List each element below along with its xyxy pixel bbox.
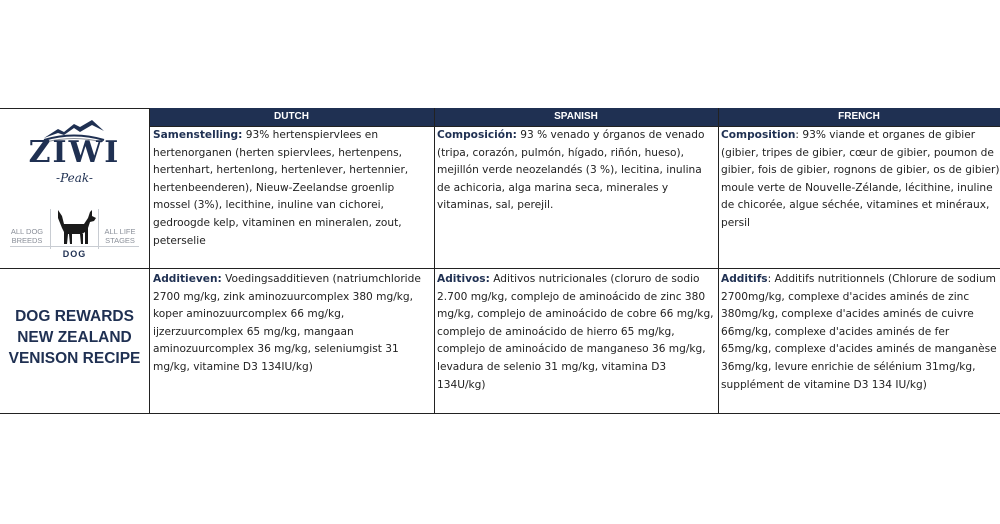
- composition-label: Composición:: [437, 129, 517, 141]
- additives-cell-spanish: [437, 271, 717, 394]
- all-life-stages-line-1: ALL LIFE: [104, 227, 136, 236]
- composition-text: : 93% viande et organes de gibier (gibier, tripes de gibier, cœur de gibier, poumon de gibier, fois de gibier, rognons de gibier, os de gibier) moule verte de Nouvelle-Zélande, lécithine, inuline de chicorée, algue séchée, vitamines et minéraux, persil: [721, 129, 1000, 229]
- column-header-french: FRENCH: [838, 111, 880, 122]
- all-dog-breeds-note: [4, 227, 50, 245]
- additives-cell-french: [721, 271, 1000, 394]
- all-dog-breeds-line-2: BREEDS: [11, 236, 43, 245]
- composition-label: Composition: [721, 129, 796, 141]
- product-title-line-1: DOG REWARDS: [15, 308, 134, 325]
- species-label: DOG: [62, 249, 87, 259]
- all-dog-breeds-line-1: ALL DOG: [10, 227, 44, 236]
- product-title: [0, 306, 149, 369]
- divider-left: [50, 209, 51, 249]
- all-life-stages-note: [97, 227, 143, 245]
- composition-cell-french: [721, 127, 1000, 233]
- dog-silhouette-icon: [52, 206, 98, 248]
- column-header-spanish: SPANISH: [554, 111, 598, 122]
- divider-right: [98, 209, 99, 249]
- additives-label: Additieven:: [153, 273, 222, 285]
- composition-cell-dutch: [153, 127, 433, 250]
- additives-label: Aditivos:: [437, 273, 490, 285]
- column-divider-3: [718, 108, 719, 414]
- dog-label-rule: [10, 246, 139, 247]
- product-title-line-2: NEW ZEALAND: [17, 329, 132, 346]
- composition-label: Samenstelling:: [153, 129, 243, 141]
- brand-name: ZIWI: [28, 135, 121, 170]
- column-divider-2: [434, 108, 435, 414]
- brand-tagline: -Peak-: [56, 171, 93, 185]
- additives-text: : Additifs nutritionnels (Chlorure de sodium 2700mg/kg, complexe d'acides aminés de zinc 380mg/kg, complexe d'acides aminés de cuivre 66mg/kg, complexe d'acides aminés de fer 65mg/kg, complexe d'acides aminés de manganèse 36mg/kg, levure enrichie de sélénium 31mg/kg, supplément de vitamine D3 134 IU/kg): [721, 273, 997, 391]
- column-header-dutch: DUTCH: [274, 111, 309, 122]
- row-divider: [0, 268, 1000, 269]
- additives-label: Additifs: [721, 273, 768, 285]
- additives-cell-dutch: [153, 271, 433, 377]
- column-divider-1: [149, 108, 150, 414]
- additives-text: Voedingsadditieven (natriumchloride 2700 mg/kg, zink aminozuurcomplex 380 mg/kg, koper aminozuurcomplex 66 mg/kg, ijzerzuurcomplex 65 mg/kg, mangaan aminozuurcomplex 36 mg/kg, seleniumgist 31 mg/kg, vitamine D3 134IU/kg): [153, 273, 421, 373]
- composition-text: 93% hertenspiervlees en hertenorganen (herten spiervlees, hertenpens, hertenhart, hertenlong, hertenlever, hertennier, hertenbeenderen), Nieuw-Zeelandse groenlip mossel (3%), lecithine, inuline van cichorei, gedroogde kelp, vitaminen en mineralen, zout, peterselie: [153, 129, 409, 247]
- composition-text: 93 % venado y órganos de venado (tripa, corazón, pulmón, hígado, riñón, hueso), mejillón verde neozelandés (3 %), lecitina, inulina de achicoria, alga marina seca, minerales y vitaminas, sal, perejil.: [437, 129, 705, 212]
- table-bottom-border: [0, 413, 1000, 414]
- additives-text: Aditivos nutricionales (cloruro de sodio 2.700 mg/kg, complejo de aminoácido de zinc 380 mg/kg, complejo de aminoácido de cobre 66 mg/kg, complejo de aminoácido de hierro 65 mg/kg, complejo de aminoácido de manganeso 36 mg/kg, levadura de selenio 31 mg/kg, vitamina D3 134U/kg): [437, 273, 714, 391]
- brand-logo: [0, 109, 149, 269]
- composition-cell-spanish: [437, 127, 717, 215]
- product-title-line-3: VENISON RECIPE: [8, 350, 141, 367]
- all-life-stages-line-2: STAGES: [105, 236, 135, 245]
